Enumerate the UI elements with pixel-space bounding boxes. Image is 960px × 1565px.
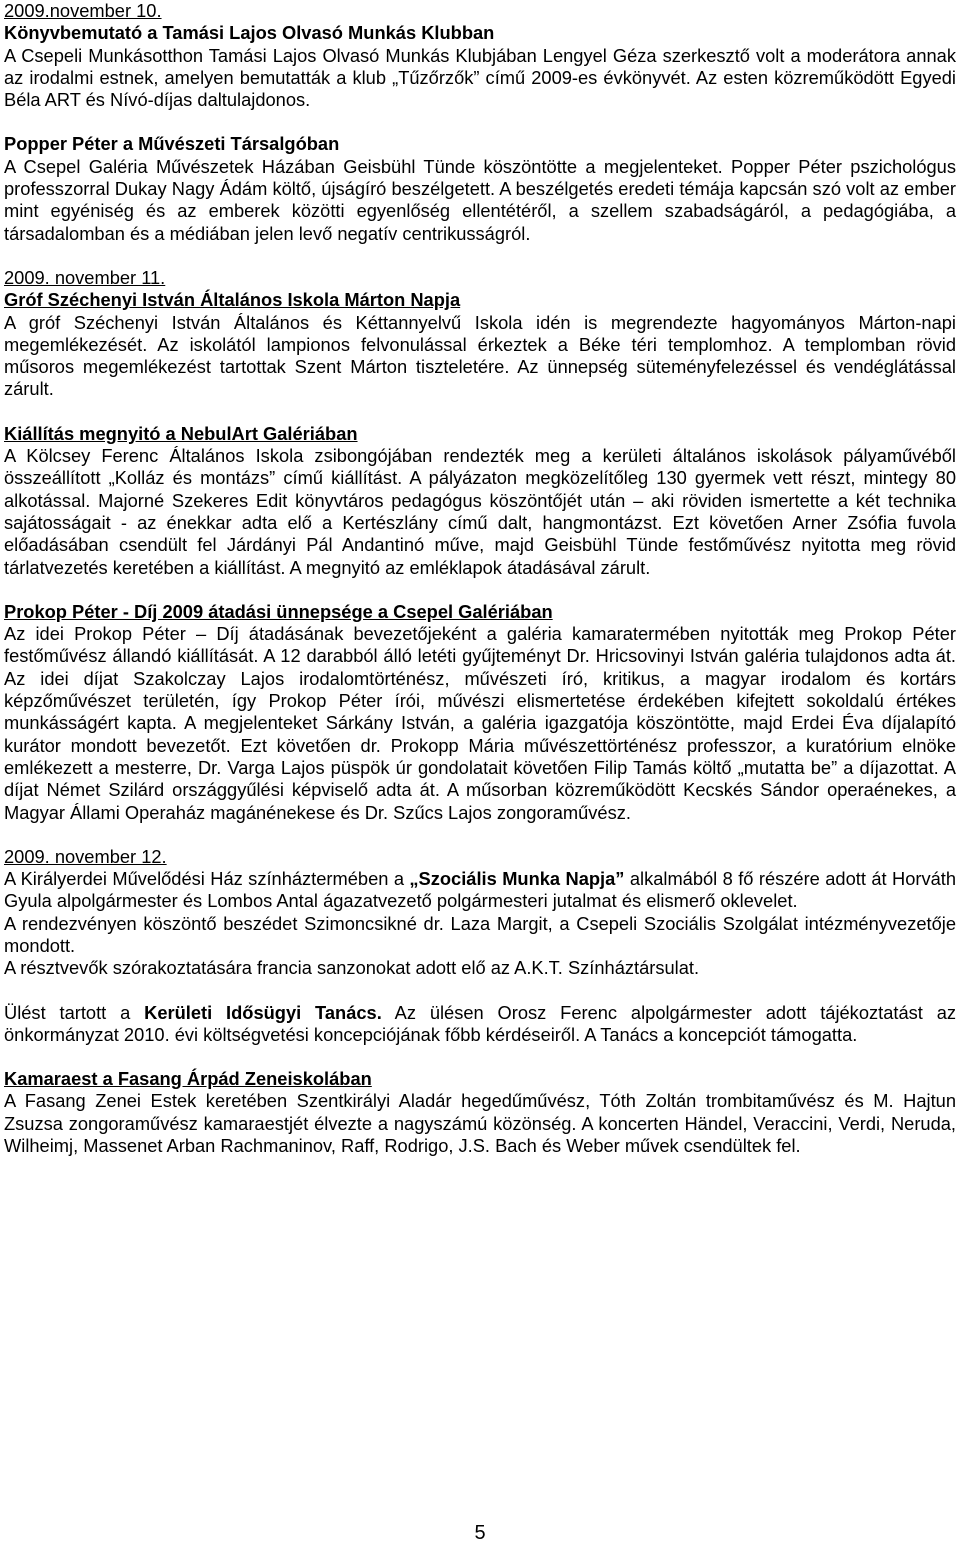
article-title: Kiállítás megnyitó a NebulArt Galériában <box>4 422 358 444</box>
date-heading: 2009. november 12. <box>4 845 167 867</box>
article-title: Gróf Széchenyi István Általános Iskola Márton Napja <box>4 289 461 311</box>
section-prokop <box>4 601 956 824</box>
section-nov11 <box>4 267 956 401</box>
article-body: Ülést tartott a Kerületi Idősügyi Tanács. Az ülésen Orosz Ferenc alpolgármester adott tájékoztatást az önkormányzat 2010. évi költségvetési koncepciójának főbb kérdéseiről. A Tanács a koncepciót támogatta. <box>4 1001 957 1045</box>
article-body: A gróf Széchenyi István Általános és Kéttannyelvű Iskola idén is megrendezte hagyományos Márton-napi megemlékezését. Az iskolától lampionos felvonulással érkeztek a Béke téri templomhoz. A templomban rövid műsoros megemlékezést tartottak Szent Márton tiszteletére. Az ünnepség süteményfelezéssel és vendéglátással zárult. <box>4 311 956 400</box>
section-nov10 <box>4 0 956 111</box>
section-popper <box>4 133 956 244</box>
article-body: A Kölcsey Ferenc Általános Iskola zsibongójában rendezték meg a kerületi általános iskolások pályaművéből összeállított „Kolláz és montázs” című kiállítást. A pályázaton megközelítőleg 130 gyermek vett részt, mintegy 80 alkotással. Majorné Szekeres Edit könyvtáros pedagógus köszöntőjét után – aki röviden ismertette a két technika sajátosságait - az énekkar adta elő a Kertészlány című dalt, hangmontázst. Ezt követően Arner Zsófia fuvola előadásában csendült fel Járdányi Pál Andantinó műve, majd Geisbühl Tünde festőművész nyitotta meg rövid tárlatvezetés keretében a kiállítást. A megnyitó az emléklapok átadásával zárult. <box>4 445 956 578</box>
article-title: Prokop Péter - Díj 2009 átadási ünnepsége a Csepel Galériában <box>4 600 553 622</box>
article-body: Az idei Prokop Péter – Díj átadásának bevezetőjeként a galéria kamaratermében nyitották meg Prokop Péter festőművész állandó kiállítását. A 12 darabból álló letéti gyűjteményt Dr. Hricsovinyi István galéria tulajdonos adta át. Az idei díjat Szakolczay Lajos irodalomtörténész, művészeti író, kritikus, a magyar irodalom és kortárs képzőművészet területén, így Prokop Péter írói, művészi elismertetése érdekében kifejtett sokoldalú értékes munkásságért kapta. A megjelenteket Sárkány István, a galéria igazgatója köszöntötte, majd Erdei Éva díjalapító kurátor mondott bevezetőt. Ezt követően dr. Prokopp Mária művészettörténész professzor, a kuratórium elnöke emlékezett a mesterre, Dr. Varga Lajos püspök úr gondolatait követően Filip Tamás költő „mutatta be” a díjazottat. A díjat Német Szilárd országgyűlési képviselő adta át. A műsorban közreműködött Kecskés Sándor operaénekes, a Magyar Állami Operaház magánénekese és Dr. Szűcs Lajos zongoraművész. <box>4 623 957 823</box>
section-nebulart <box>4 423 956 579</box>
article-title: Könyvbemutató a Tamási Lajos Olvasó Munkás Klubban <box>4 22 495 44</box>
section-kamaraest <box>4 1068 956 1157</box>
date-heading: 2009. november 11. <box>4 266 166 288</box>
date-heading: 2009.november 10. <box>4 0 162 21</box>
section-nov12 <box>4 846 956 980</box>
document-page <box>4 0 956 1157</box>
page-number: 5 <box>474 1522 486 1544</box>
article-body: A résztvevők szórakoztatására francia sanzonokat adott elő az A.K.T. Színháztársulat. <box>4 957 700 979</box>
article-body: A Csepeli Munkásotthon Tamási Lajos Olvasó Munkás Klubjában Lengyel Géza szerkesztő volt a moderátora annak az irodalmi estnek, amelyen bemutatták a klub „Tűzőrzők” című 2009-es évkönyvét. Az esten közreműködött Egyedi Béla ART és Nívó-díjas daltulajdonos. <box>4 44 956 111</box>
article-title: Kamaraest a Fasang Árpád Zeneiskolában <box>4 1068 372 1090</box>
article-body: A Csepel Galéria Művészetek Házában Geisbühl Tünde köszöntötte a megjelenteket. Popper Péter pszichológus professzorral Dukay Nagy Ádám költő, újságíró beszélgetett. A beszélgetés eredeti témája kapcsán szó volt az ember mint egyéniség és az emberek közötti egyenlőség ellentétéről, a szellem szabadságáról, a pedagógiába, a társadalomban és a médiában jelen levő negatív centrikusságról. <box>4 155 956 244</box>
article-body: A Királyerdei Művelődési Ház színháztermében a „Szociális Munka Napja” alkalmából 8 fő részére adott át Horváth Gyula alpolgármester és Lombos Antal ágazatvezető polgármesteri jutalmat és elismerő oklevelet. <box>4 868 957 912</box>
section-idosugyi <box>4 1002 956 1047</box>
article-body: A rendezvényen köszöntő beszédet Szimoncsikné dr. Laza Margit, a Csepeli Szociális Szolgálat intézményvezetője mondott. <box>4 912 956 956</box>
article-title: Popper Péter a Művészeti Társalgóban <box>4 133 340 155</box>
article-body: A Fasang Zenei Estek keretében Szentkirályi Aladár hegedűművész, Tóth Zoltán trombitaművész és M. Hajtun Zsuzsa zongoraművész kamaraestjét élvezte a nagyszámú közönség. A koncerten Händel, Veraccini, Verdi, Neruda, Wilheimj, Massenet Arban Rachmaninov, Raff, Rodrigo, J.S. Bach és Weber művek csendültek fel. <box>4 1090 956 1157</box>
